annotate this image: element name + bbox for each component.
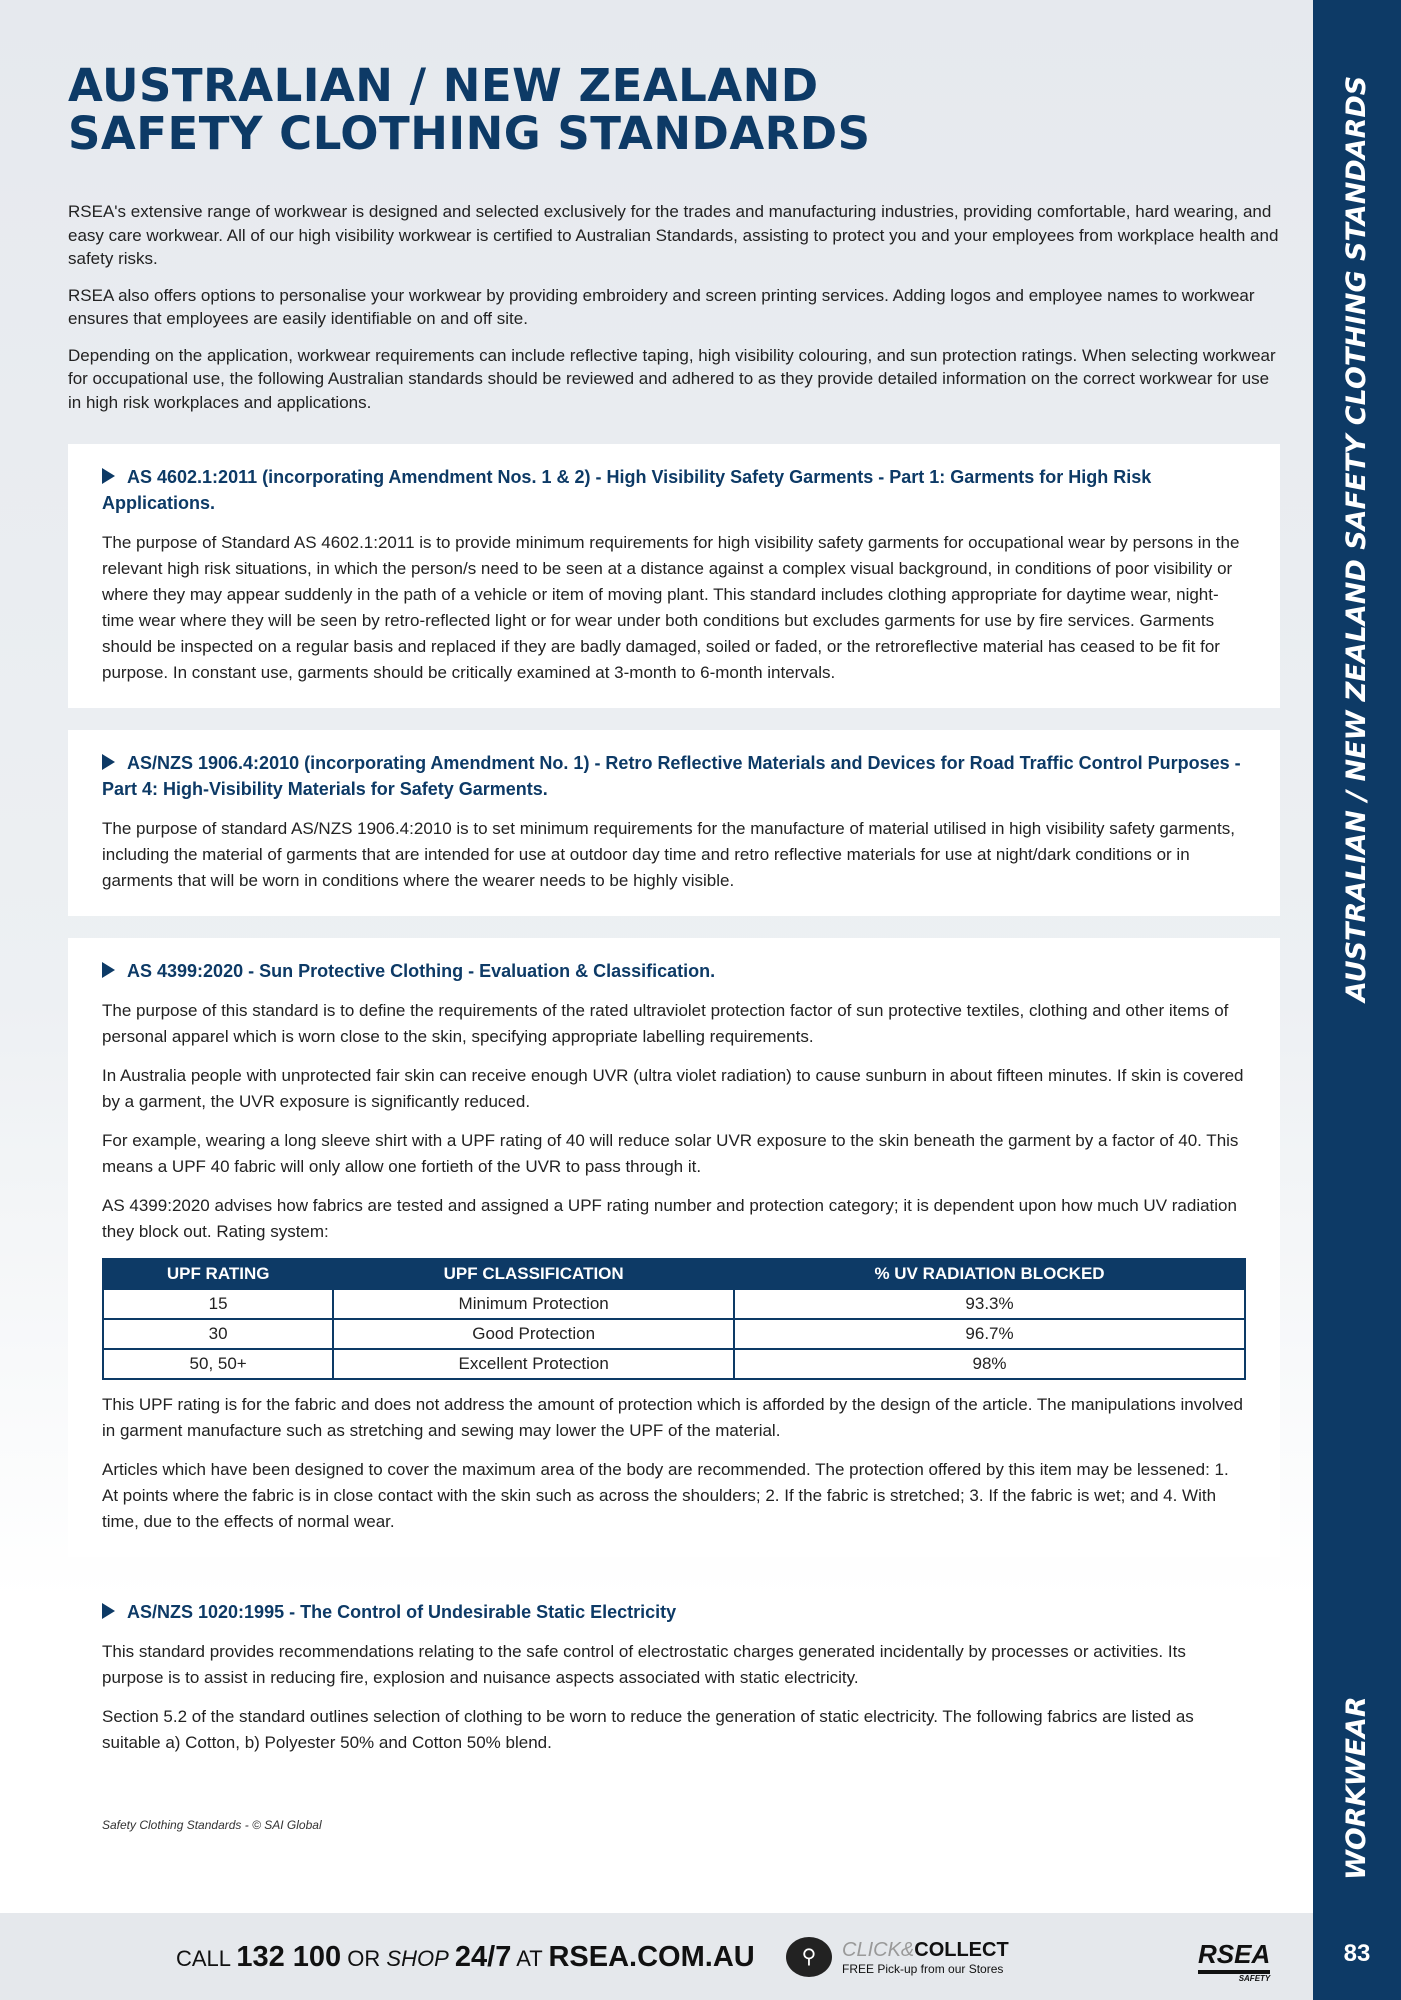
click-collect: ⚲ CLICK&COLLECT FREE Pick-up from our Stores (786, 1937, 1009, 1977)
intro-paragraph: RSEA also offers options to personalise your workwear by providing embroidery and screen printing services. Adding logos and employee names to workwear ensures that employees are easily identifiable on and off site. (68, 285, 1255, 328)
paragraph: Section 5.2 of the standard outlines selection of clothing to be worn to reduce the generation of static electricity. The following fabrics are listed as suitable a) Cotton, b) Polyester 50% and Cotton 50% blend. (102, 1707, 1194, 1752)
standard-heading: AS/NZS 1906.4:2010 (incorporating Amendment No. 1) - Retro Reflective Materials and Devices for Road Traffic Control Purposes - Part 4: High-Visibility Materials for Safety Garments. (102, 753, 1241, 799)
table-row: 30 Good Protection 96.7% (103, 1319, 1245, 1349)
triangle-bullet-icon (102, 754, 115, 770)
paragraph: This standard provides recommendations relating to the safe control of electrostatic charges generated incidentally by processes or activities. Its purpose is to assist in reducing fire, explosion and nuisance aspects associated with static electricity. (102, 1642, 1186, 1687)
paragraph: The purpose of standard AS/NZS 1906.4:2010 is to set minimum requirements for the manufacture of material utilised in high visibility safety garments, including the material of garments that are intended for use at outdoor day time and retro reflective materials for use at night/dark conditions or in garments that will be worn in conditions where the wearer needs to be highly visible. (102, 819, 1235, 890)
paragraph: This UPF rating is for the fabric and does not address the amount of protection which is afforded by the design of the article. The manipulations involved in garment manufacture such as stretching and sewing may lower the UPF of the material. (102, 1395, 1243, 1440)
standard-card-1020 (68, 1579, 1280, 1778)
triangle-bullet-icon (102, 468, 115, 484)
footer (0, 1913, 1313, 2000)
footer-contact: CALL 132 100 OR SHOP 24/7 AT RSEA.COM.AU (176, 1941, 755, 1973)
paragraph: The purpose of Standard AS 4602.1:2011 is to provide minimum requirements for high visibility safety garments for occupational wear by persons in the relevant high risk situations, in which the person/s need to be seen at a distance against a complex visual background, in conditions of poor visibility or where they may appear suddenly in the path of a vehicle or item of moving plant. This standard includes clothing appropriate for daytime wear, night-time wear where they will be seen by retro-reflected light or for wear under both conditions but excludes garments for use by fire services. Garments should be inspected on a regular basis and replaced if they are badly damaged, soiled or faded, or the retroreflective material has ceased to be fit for purpose. In constant use, garments should be critically examined at 3-month to 6-month intervals. (102, 533, 1240, 682)
table-header: UPF RATING (103, 1259, 333, 1289)
standard-card-4399 (68, 938, 1280, 1557)
sidebar (1313, 0, 1401, 2000)
sidebar-section: WORKWEAR (1341, 1696, 1372, 1880)
standard-heading: AS 4602.1:2011 (incorporating Amendment Nos. 1 & 2) - High Visibility Safety Garments - Part 1: Garments for High Risk Applications. (102, 467, 1152, 513)
paragraph: The purpose of this standard is to define the requirements of the rated ultraviolet protection factor of sun protective textiles, clothing and other items of personal apparel which is worn close to the skin, specifying appropriate labelling requirements. (102, 1001, 1229, 1046)
intro-paragraph: RSEA's extensive range of workwear is designed and selected exclusively for the trades and manufacturing industries, providing comfortable, hard wearing, and easy care workwear. All of our high visibility workwear is certified to Australian Standards, assisting to protect you and your employees from workplace health and safety risks. (68, 202, 1279, 268)
intro-paragraph: Depending on the application, workwear requirements can include reflective taping, high visibility colouring, and sun protection ratings. When selecting workwear for occupational use, the following Australian standards should be reviewed and adhered to as they provide detailed information on the correct workwear for use in high risk workplaces and applications. (68, 345, 1276, 412)
source-note: Safety Clothing Standards - © SAI Global (102, 1818, 322, 1832)
paragraph: For example, wearing a long sleeve shirt with a UPF rating of 40 will reduce solar UVR exposure to the skin beneath the garment by a factor of 40. This means a UPF 40 fabric will only allow one fortieth of the UVR to pass through it. (102, 1131, 1239, 1176)
standard-heading: AS 4399:2020 - Sun Protective Clothing - Evaluation & Classification. (102, 958, 1246, 984)
click-collect-icon: ⚲ (786, 1937, 832, 1977)
rsea-logo: RSEA SAFETY (1198, 1939, 1271, 1983)
intro (68, 200, 1280, 414)
triangle-bullet-icon (102, 962, 115, 978)
paragraph: Articles which have been designed to cover the maximum area of the body are recommended. The protection offered by this item may be lessened: 1. At points where the fabric is in close contact with the skin such as across the shoulders; 2. If the fabric is stretched; 3. If the fabric is wet; and 4. With time, due to the effects of normal wear. (102, 1460, 1229, 1531)
page-title: AUSTRALIAN / NEW ZEALAND SAFETY CLOTHING STANDARDS (68, 59, 871, 160)
main-content (68, 59, 1280, 1832)
table-row: 15 Minimum Protection 93.3% (103, 1289, 1245, 1319)
page-number: 83 (1343, 1940, 1371, 1967)
table-row: 50, 50+ Excellent Protection 98% (103, 1349, 1245, 1379)
website-link[interactable]: RSEA.COM.AU (548, 1941, 755, 1973)
standard-card-4602 (68, 444, 1280, 708)
paragraph: In Australia people with unprotected fair skin can receive enough UVR (ultra violet radiation) to cause sunburn in about fifteen minutes. If skin is covered by a garment, the UVR exposure is significantly reduced. (102, 1066, 1244, 1111)
triangle-bullet-icon (102, 1603, 115, 1619)
upf-table (102, 1258, 1246, 1380)
paragraph: AS 4399:2020 advises how fabrics are tested and assigned a UPF rating number and protection category; it is dependent upon how much UV radiation they block out. Rating system: (102, 1196, 1237, 1241)
sidebar-title: AUSTRALIAN / NEW ZEALAND SAFETY CLOTHING STANDARDS (1341, 75, 1372, 1002)
table-header: UPF CLASSIFICATION (333, 1259, 734, 1289)
table-header: % UV RADIATION BLOCKED (734, 1259, 1245, 1289)
standard-card-1906 (68, 730, 1280, 916)
standard-heading: AS/NZS 1020:1995 - The Control of Undesirable Static Electricity (102, 1599, 1246, 1625)
